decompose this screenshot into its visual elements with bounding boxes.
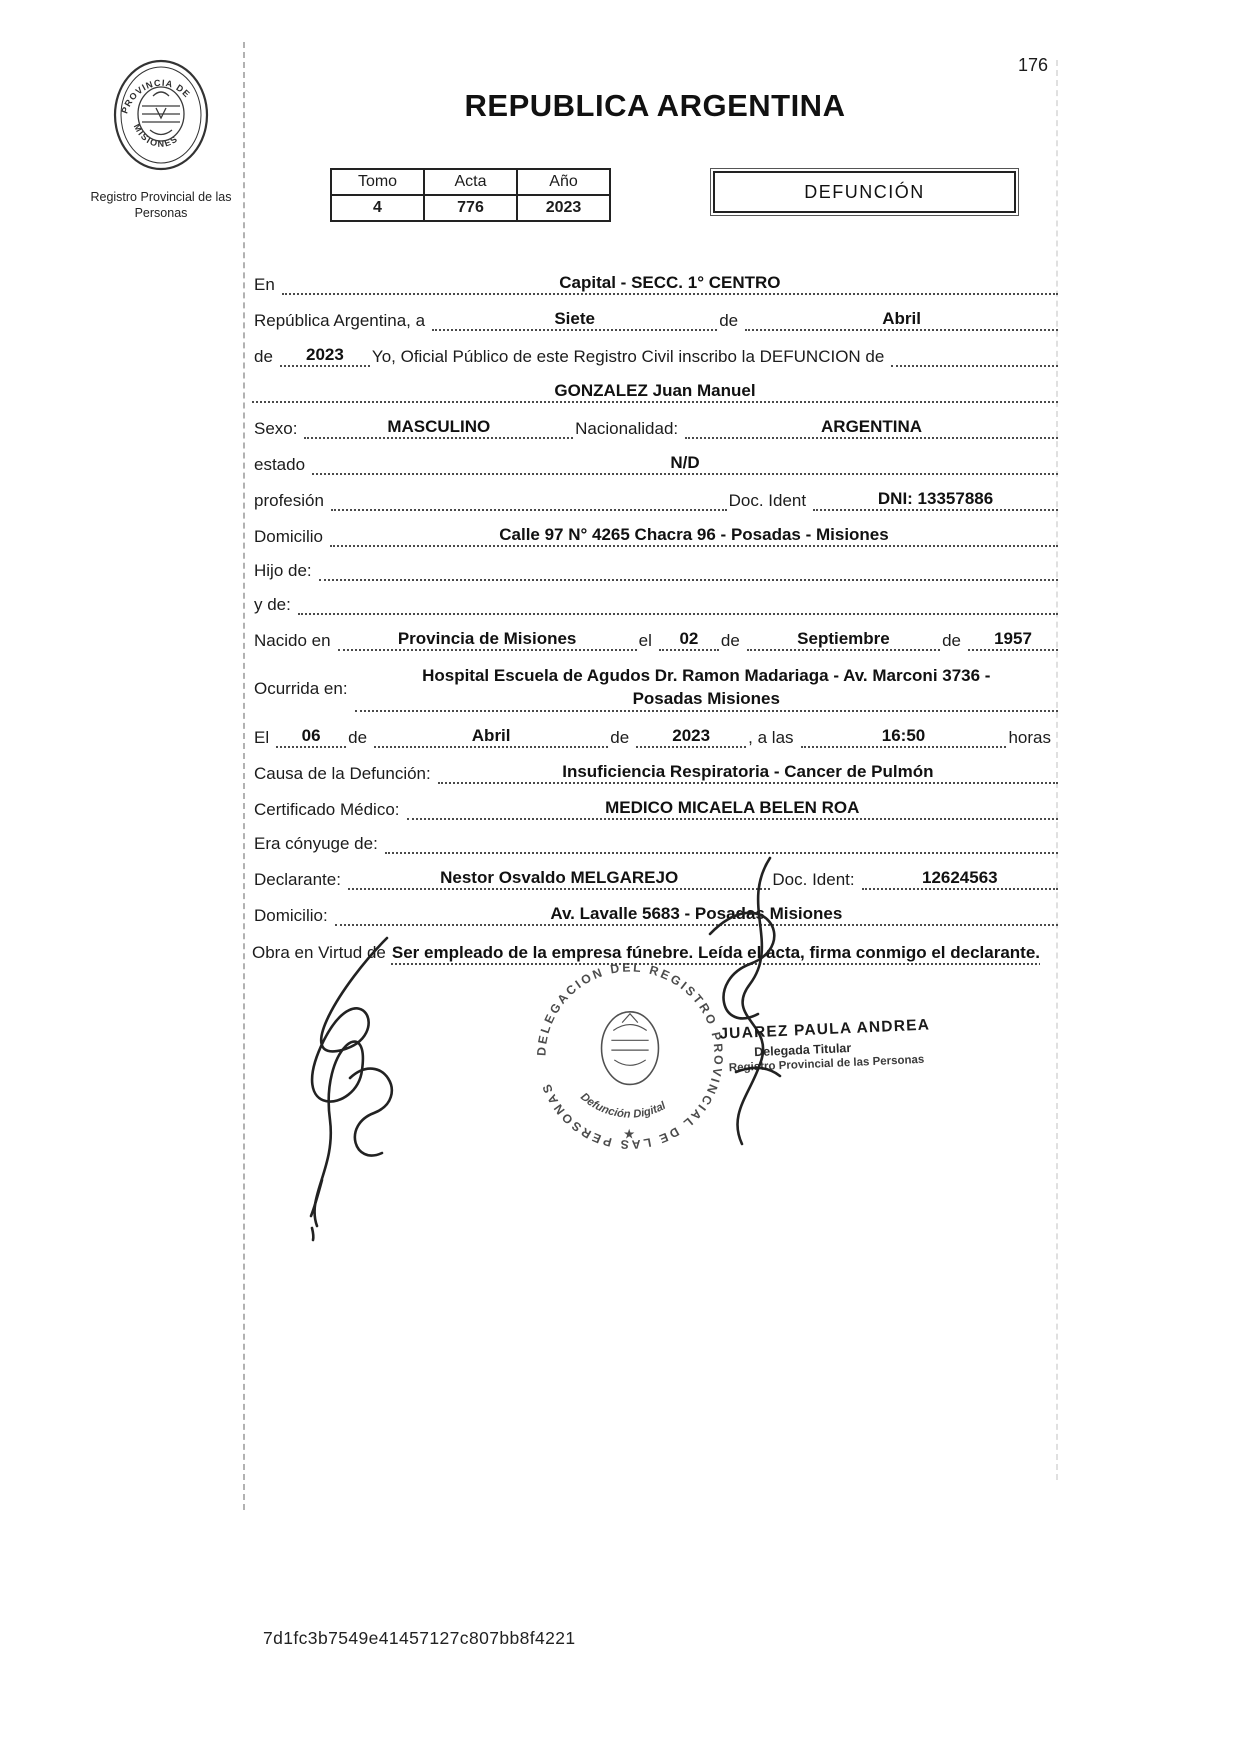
field-deceased-name — [252, 380, 1058, 403]
doc-ident-value: DNI: 13357886 — [813, 488, 1058, 511]
record-table-header-tomo: Tomo — [331, 169, 424, 195]
declarant-doc-label: Doc. Ident: — [772, 870, 855, 889]
birth-de2-word: de — [942, 631, 961, 650]
declarant-label: Declarante: — [254, 870, 341, 889]
field-death-date — [252, 725, 1058, 748]
death-cause-value: Insuficiencia Respiratoria - Cancer de Pulmón — [438, 761, 1058, 784]
death-certificate-form — [252, 272, 1058, 966]
registration-year-value: 2023 — [280, 344, 370, 367]
document-title: REPUBLICA ARGENTINA — [464, 88, 846, 123]
deceased-name-value: GONZALEZ Juan Manuel — [252, 380, 1058, 403]
field-en-label: En — [254, 275, 275, 294]
record-table-header-ano: Año — [517, 169, 610, 195]
scan-fold-line — [243, 42, 245, 1510]
declarant-doc-value: 12624563 — [862, 867, 1058, 890]
marital-status-value: N/D — [312, 452, 1058, 475]
acting-capacity-value: Ser empleado de la empresa fúnebre. Leída el acta, firma conmigo el declarante. — [391, 943, 1041, 962]
death-place-value — [355, 664, 1058, 712]
death-cause-label: Causa de la Defunción: — [254, 764, 431, 783]
profession-value — [331, 509, 727, 511]
field-marital-status — [252, 452, 1058, 475]
official-clause-text: Yo, Oficial Público de este Registro Civil inscribo la DEFUNCION de — [371, 347, 885, 366]
sex-value: MASCULINO — [304, 416, 573, 439]
death-day: 06 — [276, 725, 346, 748]
death-el-word: El — [254, 728, 270, 747]
svg-text:Defunción Digital — [578, 1091, 669, 1121]
record-table-value-ano: 2023 — [517, 195, 610, 221]
death-horas-word: horas — [1008, 728, 1051, 747]
official-name: JUAREZ PAULA ANDREA — [719, 1016, 931, 1043]
declarant-domicile-label: Domicilio: — [254, 906, 328, 925]
official-ink-stamp — [719, 1014, 981, 1074]
birth-month: Septiembre — [747, 628, 940, 651]
nationality-label: Nacionalidad: — [575, 419, 679, 438]
medical-certificate-value: MEDICO MICAELA BELEN ROA — [407, 797, 1058, 820]
field-declarant-domicile — [252, 903, 1058, 926]
year-line-trailing-blank — [891, 365, 1058, 367]
svg-text:PROVINCIA DE — [119, 78, 192, 115]
registration-day-word: Siete — [432, 308, 717, 331]
field-registration-year — [252, 344, 1058, 367]
sex-label: Sexo: — [254, 419, 298, 438]
death-place-line1: Hospital Escuela de Agudos Dr. Ramon Madariaga - Av. Marconi 3736 - — [422, 666, 991, 685]
field-declarant — [252, 867, 1058, 890]
seal-top-text: PROVINCIA DE — [119, 77, 193, 115]
act-type-box: DEFUNCIÓN — [713, 171, 1016, 213]
page-number: 176 — [1018, 55, 1049, 75]
declarant-value: Nestor Osvaldo MELGAREJO — [348, 867, 770, 890]
mother-value — [298, 613, 1058, 615]
field-sex-nationality — [252, 416, 1058, 439]
father-label: Hijo de: — [254, 561, 312, 580]
field-spouse — [252, 833, 1058, 854]
marital-status-label: estado — [254, 455, 306, 474]
declarant-domicile-value: Av. Lavalle 5683 - Posadas Misiones — [335, 903, 1058, 926]
declarant-signature — [262, 928, 457, 1243]
field-medical-certificate — [252, 797, 1058, 820]
birth-place: Provincia de Misiones — [338, 628, 637, 651]
record-number-table — [330, 168, 611, 222]
death-year: 2023 — [636, 725, 746, 748]
field-birth — [252, 628, 1058, 651]
doc-ident-label: Doc. Ident — [728, 491, 807, 510]
field-domicile — [252, 524, 1058, 547]
stamp-emblem — [602, 1012, 659, 1085]
stamp-center-text: Defunción Digital — [578, 1090, 668, 1121]
death-time: 16:50 — [801, 725, 1007, 748]
record-table-header-row — [331, 169, 610, 195]
death-alas-word: , a las — [748, 728, 794, 747]
registration-date-label: República Argentina, a — [254, 311, 426, 330]
field-death-cause — [252, 761, 1058, 784]
domicile-value: Calle 97 N° 4265 Chacra 96 - Posadas - Misiones — [330, 524, 1058, 547]
registry-caption: Registro Provincial de las Personas — [90, 190, 232, 221]
seal-bottom-text: MISIONES — [131, 122, 181, 149]
death-place-line2: Posadas Misiones — [355, 687, 1058, 712]
nationality-value: ARGENTINA — [685, 416, 1058, 439]
provincial-seal-icon — [106, 56, 216, 174]
registration-month: Abril — [745, 308, 1058, 331]
field-mother — [252, 594, 1058, 615]
death-de1-word: de — [348, 728, 368, 747]
acting-capacity-label: Obra en Virtud de — [252, 943, 386, 962]
father-value — [319, 579, 1058, 581]
field-father — [252, 560, 1058, 581]
field-registration-date — [252, 308, 1058, 331]
medical-certificate-label: Certificado Médico: — [254, 800, 400, 819]
verification-hash: 7d1fc3b7549e41457127c807bb8f4221 — [263, 1628, 576, 1648]
seal-emblem — [138, 87, 184, 141]
death-month: Abril — [374, 725, 608, 748]
year-de-word: de — [254, 347, 273, 366]
field-profession-document — [252, 488, 1058, 511]
field-death-place — [252, 664, 1058, 712]
registration-de-word: de — [719, 311, 739, 330]
domicile-label: Domicilio — [254, 527, 323, 546]
death-de2-word: de — [610, 728, 630, 747]
birth-day: 02 — [659, 628, 719, 651]
mother-label: y de: — [254, 595, 291, 614]
birth-label: Nacido en — [254, 631, 331, 650]
birth-year: 1957 — [968, 628, 1058, 651]
official-signature — [678, 852, 833, 1152]
registry-logo-block — [88, 56, 234, 222]
profession-label: profesión — [254, 491, 324, 510]
record-table-header-acta: Acta — [424, 169, 517, 195]
birth-de1-word: de — [720, 631, 740, 650]
record-table-value-tomo: 4 — [331, 195, 424, 221]
record-table-value-acta: 776 — [424, 195, 517, 221]
official-organization: Registro Provincial de las Personas — [728, 1053, 925, 1075]
svg-text:MISIONES — [132, 122, 180, 149]
birth-el-word: el — [638, 631, 652, 650]
record-table-value-row — [331, 195, 610, 221]
stamp-star-icon: ★ — [623, 1126, 636, 1142]
official-title: Delegada Titular — [753, 1040, 852, 1060]
field-en-value: Capital - SECC. 1° CENTRO — [282, 272, 1058, 295]
stamp-ring-text: DELEGACION DEL REGISTRO PROVINCIAL DE LAS PERSONAS — [534, 960, 726, 1152]
death-place-label: Ocurrida en: — [254, 678, 348, 698]
spouse-label: Era cónyuge de: — [254, 834, 378, 853]
field-en — [252, 272, 1058, 295]
